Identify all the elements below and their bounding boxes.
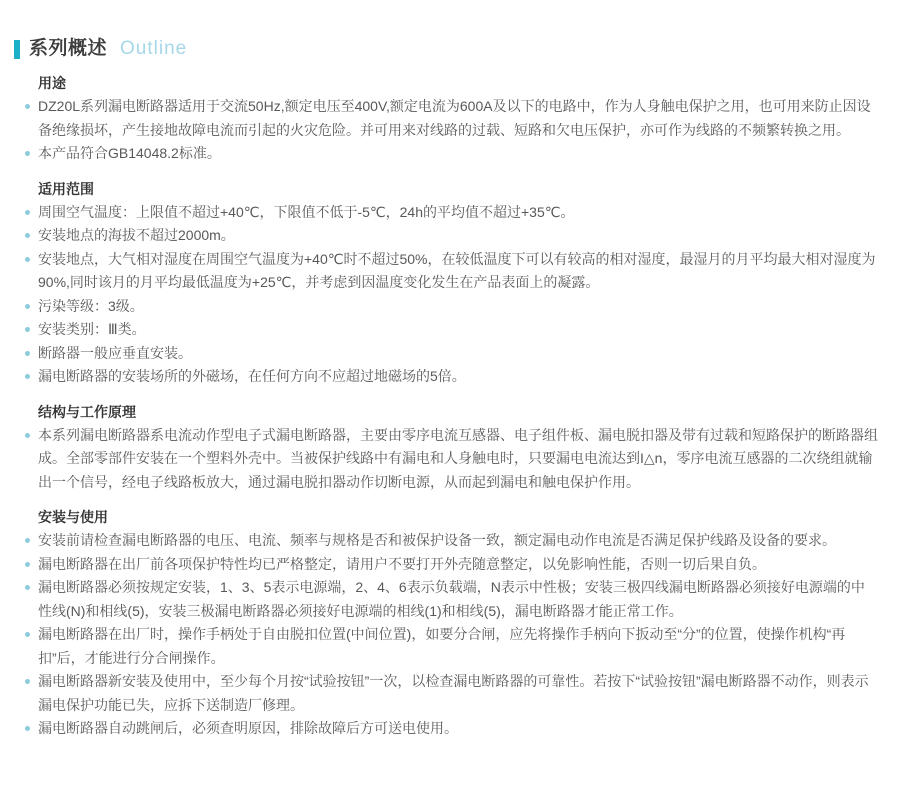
section-heading: 用途 [38, 75, 66, 91]
bullet-list [38, 424, 878, 495]
bullet-dot-icon [25, 210, 30, 215]
list-item [38, 95, 878, 142]
list-item [38, 248, 878, 295]
section-scope [38, 178, 878, 389]
section-heading: 结构与工作原理 [38, 403, 136, 420]
bullet-dot-icon [25, 104, 30, 109]
bullet-text: DZ20L系列漏电断路器适用于交流50Hz,额定电压至400V,额定电流为600A及以下的电路中，作为人身触电保护之用，也可用来防止因设备绝缘损坏，产生接地故障电流而引起的火灾危险。并可用来对线路的过载、短路和欠电压保护，亦可作为线路的不频繁转换之用。 [38, 98, 871, 138]
bullet-text: 本系列漏电断路器系电流动作型电子式漏电断路器，主要由零序电流互感器、电子组件板、漏电脱扣器及带有过载和短路保护的断路器组成。全部零部件安装在一个塑料外壳中。当被保护线路中有漏电和人身触电时，只要漏电电流达到I△n，零序电流互感器的二次绕组就输出一个信号，经电子线路板放大，通过漏电脱扣器动作切断电源，从而起到漏电和触电保护作用。 [38, 426, 878, 490]
section-structure-principle [38, 401, 878, 495]
bullet-text: 安装地点的海拔不超过2000m。 [38, 227, 235, 243]
bullet-text: 周围空气温度：上限值不超过+40℃，下限值不低于-5℃，24h的平均值不超过+35℃。 [38, 203, 575, 220]
bullet-dot-icon [25, 327, 30, 332]
list-item [38, 365, 878, 389]
list-item [38, 623, 878, 670]
page-title: 系列概述 [29, 38, 108, 59]
bullet-text: 漏电断路器在出厂前各项保护特性均已严格整定，请用户不要打开外壳随意整定，以免影响性能，否则一切后果自负。 [38, 555, 766, 572]
bullet-dot-icon [25, 585, 30, 590]
bullet-dot-icon [25, 351, 30, 356]
bullet-dot-icon [25, 562, 30, 567]
section-purpose [38, 72, 878, 166]
list-item [38, 553, 878, 577]
list-item [38, 318, 878, 342]
section-heading: 安装与使用 [38, 509, 108, 525]
bullet-text: 漏电断路器自动跳闸后，必须查明原因，排除故障后方可送电使用。 [38, 720, 458, 736]
list-item [38, 717, 878, 741]
bullet-text: 安装地点，大气相对湿度在周围空气温度为+40℃时不超过50%，在较低温度下可以有较高的相对湿度，最湿月的月平均最大相对湿度为90%,同时该月的月平均最低温度为+25℃，并考虑到因温度变化发生在产品表面上的凝露。 [38, 250, 876, 290]
bullet-text: 本产品符合GB14048.2标准。 [38, 145, 221, 161]
bullet-text: 断路器一般应垂直安装。 [38, 344, 192, 361]
bullet-dot-icon [25, 679, 30, 684]
bullet-text: 污染等级：3级。 [38, 297, 144, 314]
bullet-list [38, 529, 878, 741]
bullet-text: 漏电断路器必须按规定安装，1、3、5表示电源端，2、4、6表示负载端，N表示中性极；安装三极四线漏电断路器必须接好电源端的中性线(N)和相线(5)，安装三极漏电断路器必须接好电源端的相线(1)和相线(5)，漏电断路器才能正常工作。 [38, 579, 865, 619]
bullet-dot-icon [25, 233, 30, 238]
page-title-en: Outline [120, 38, 188, 59]
bullet-list [38, 95, 878, 166]
list-item [38, 424, 878, 495]
list-item [38, 576, 878, 623]
section-installation-use [38, 506, 878, 741]
bullet-text: 安装类别：Ⅲ类。 [38, 321, 146, 337]
list-item [38, 201, 878, 225]
list-item [38, 670, 878, 717]
bullet-dot-icon [25, 374, 30, 379]
list-item [38, 342, 878, 366]
bullet-text: 漏电断路器新安装及使用中，至少每个月按“试验按钮”一次，以检查漏电断路器的可靠性。若按下“试验按钮”漏电断路器不动作，则表示漏电保护功能已失，应拆下送制造厂修理。 [38, 673, 869, 713]
list-item [38, 142, 878, 166]
accent-bar-icon [14, 40, 20, 59]
bullet-text: 漏电断路器在出厂时，操作手柄处于自由脱扣位置(中间位置)，如要分合闸，应先将操作手柄向下扳动至“分”的位置，使操作机构“再扣”后，才能进行分合闸操作。 [38, 626, 846, 666]
list-item [38, 224, 878, 248]
section-heading: 适用范围 [38, 180, 94, 197]
bullet-dot-icon [25, 632, 30, 637]
bullet-list [38, 201, 878, 389]
bullet-dot-icon [25, 304, 30, 309]
bullet-dot-icon [25, 151, 30, 156]
bullet-dot-icon [25, 433, 30, 438]
bullet-text: 安装前请检查漏电断路器的电压、电流、频率与规格是否和被保护设备一致，额定漏电动作电流是否满足保护线路及设备的要求。 [38, 532, 836, 548]
page-header [14, 38, 900, 60]
list-item [38, 529, 878, 553]
bullet-text: 漏电断路器的安装场所的外磁场，在任何方向不应超过地磁场的5倍。 [38, 368, 466, 384]
bullet-dot-icon [25, 257, 30, 262]
bullet-dot-icon [25, 538, 30, 543]
page-content [38, 72, 878, 741]
bullet-dot-icon [25, 726, 30, 731]
list-item [38, 295, 878, 319]
